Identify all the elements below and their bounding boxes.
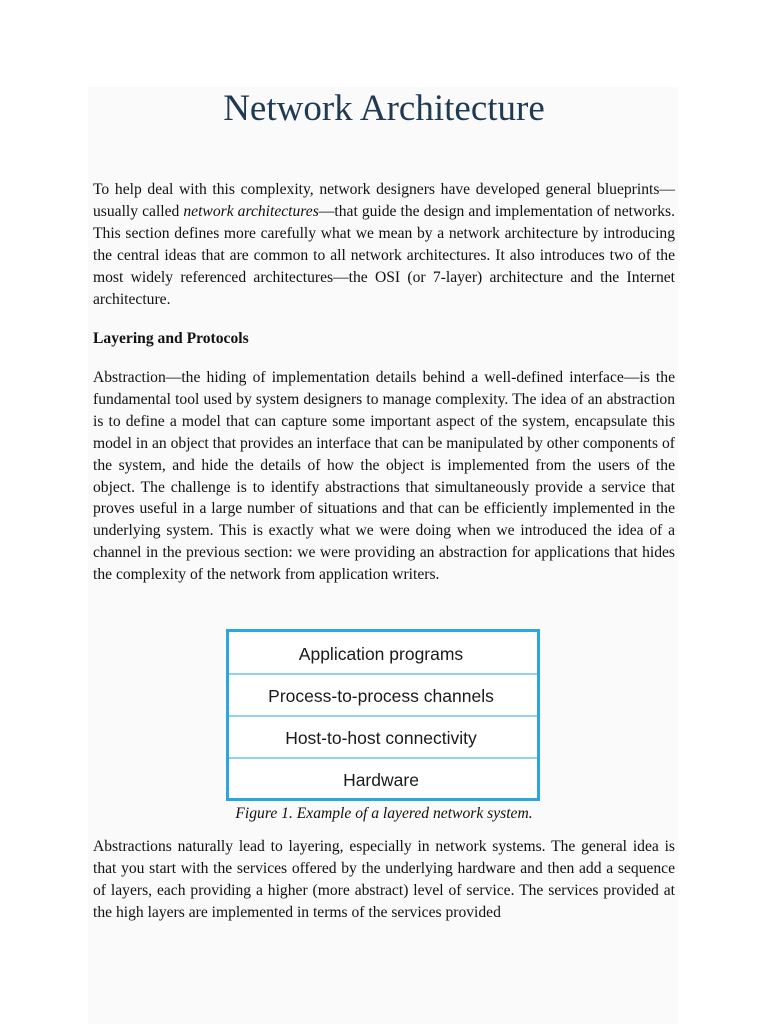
document-title: Network Architecture bbox=[223, 88, 545, 129]
intro-italic-term: network architectures bbox=[183, 202, 319, 220]
layer-label-application: Application programs bbox=[298, 644, 464, 664]
intro-text-start: To help deal with this complexity, network designers have developed general blueprints—usually called bbox=[93, 181, 675, 220]
figure-caption: Figure 1. Example of a layered network system. bbox=[235, 805, 533, 822]
intro-paragraph bbox=[93, 179, 675, 310]
section-heading: Layering and Protocols bbox=[93, 330, 249, 347]
abstraction-paragraph: Abstraction—the hiding of implementation details behind a well-defined interface—is the fundamental tool used by system designers to manage complexity. The idea of an abstraction is to define a model that can capture some important aspect of the system, encapsulate this model in an object that provides an interface that can be manipulated by other components of the system, and hide the details of how the object is implemented from the users of the object. The challenge is to identify abstractions that simultaneously provide a service that proves useful in a large number of situations and that can be efficiently implemented in the underlying system. This is exactly what we were doing when we introduced the idea of a channel in the previous section: we were providing an abstraction for applications that hides the complexity of the network from application writers. bbox=[93, 369, 675, 584]
layer-label-hardware: Hardware bbox=[343, 770, 419, 790]
intro-text-end: —that guide the design and implementation of networks. This section defines more carefully what we mean by a network architecture by introducing the central ideas that are common to all network architectures. It also introduces two of the most widely referenced architectures—the OSI (or 7-layer) architecture and the Internet architecture. bbox=[93, 202, 675, 308]
layer-label-host: Host-to-host connectivity bbox=[285, 728, 477, 748]
layer-label-process: Process-to-process channels bbox=[268, 686, 494, 706]
layering-paragraph: Abstractions naturally lead to layering, especially in network systems. The general idea is that you start with the services offered by the underlying hardware and then add a sequence of layers, each providing a higher (more abstract) level of service. The services provided at the high layers are implemented in terms of the services provided bbox=[93, 838, 675, 921]
layer-diagram bbox=[225, 628, 541, 802]
